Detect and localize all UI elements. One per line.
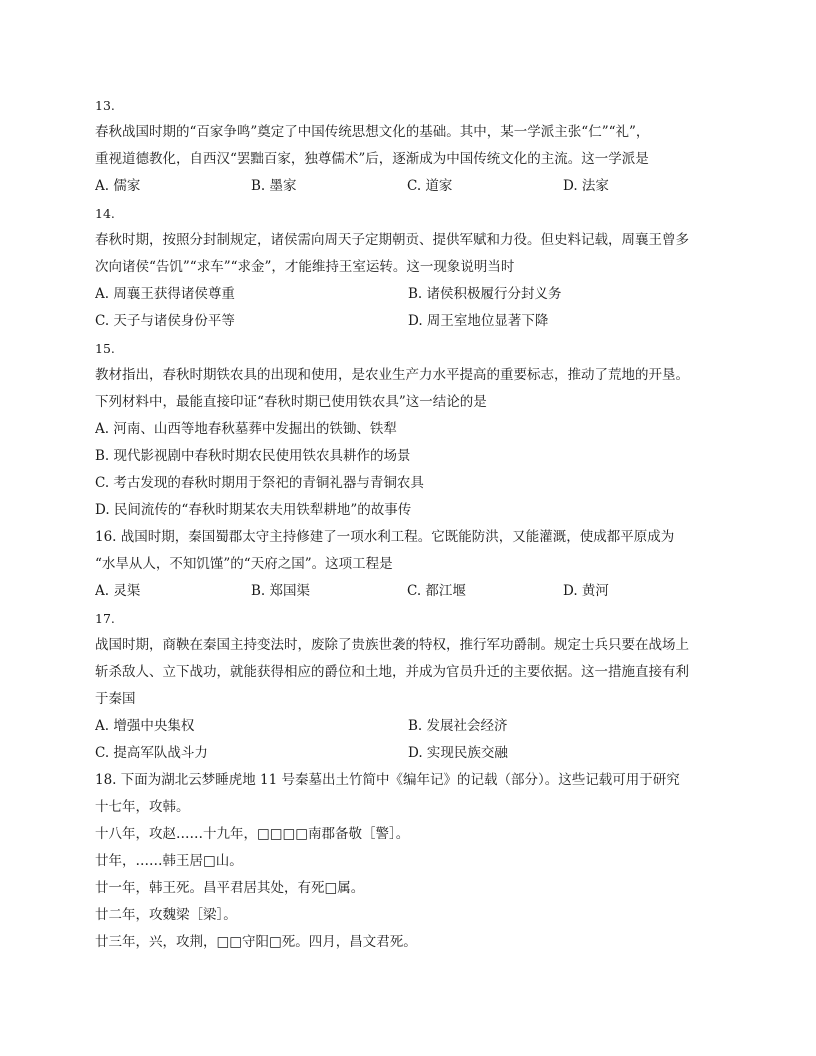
record-line-6: 廿三年，兴，攻荆，□□守阳□死。四月，昌文君死。 — [95, 934, 417, 950]
question-16-stem-line-2: “水旱从人，不知饥馑”的“天府之国”。这项工程是 — [95, 556, 393, 572]
option-d[interactable]: D. 民间流传的“春秋时期某农夫用铁犁耕地”的故事传 — [95, 502, 412, 518]
question-15-stem-line-2: 下列材料中，最能直接印证“春秋时期已使用铁农具”这一结论的是 — [95, 394, 487, 410]
record-line-2: 十八年，攻赵……十九年，□□□□南郡备敬［警］。 — [95, 826, 410, 842]
question-13-number: 13. — [95, 98, 115, 113]
question-17-stem-line-1: 战国时期，商鞅在秦国主持变法时，废除了贵族世袭的特权，推行军功爵制。规定士兵只要在战场上 — [95, 637, 689, 653]
option-a[interactable]: A. 增强中央集权 — [95, 718, 195, 734]
question-14-options-row-1 — [95, 281, 725, 308]
option-a[interactable]: A. 周襄王获得诸侯尊重 — [95, 286, 235, 302]
option-d[interactable]: D. 黄河 — [563, 583, 609, 599]
question-17-stem-line-2: 斩杀敌人、立下战功，就能获得相应的爵位和土地，并成为官员升迁的主要依据。这一措施直接有利 — [95, 664, 689, 680]
record-line-4: 廿一年，韩王死。昌平君居其处，有死□属。 — [95, 880, 365, 896]
question-14-number: 14. — [95, 206, 115, 221]
record-line-3: 廿年，……韩王居□山。 — [95, 853, 243, 869]
question-column — [95, 92, 725, 956]
question-13-options — [95, 173, 725, 200]
question-17-number: 17. — [95, 611, 115, 626]
question-14-stem-line-2: 次向诸侯“告饥”“求车”“求金”，才能维持王室运转。这一现象说明当时 — [95, 259, 515, 275]
option-c[interactable]: C. 考古发现的春秋时期用于祭祀的青铜礼器与青铜农具 — [95, 475, 424, 491]
option-c[interactable]: C. 道家 — [407, 178, 453, 194]
question-18-stem: 18. 下面为湖北云梦睡虎地 11 号秦墓出土竹简中《编年记》的记载（部分）。这些记载可用于研究 — [95, 772, 680, 788]
option-a[interactable]: A. 灵渠 — [95, 583, 141, 599]
option-b[interactable]: B. 现代影视剧中春秋时期农民使用铁农具耕作的场景 — [95, 448, 411, 464]
option-d[interactable]: D. 实现民族交融 — [408, 745, 508, 761]
question-14-options-row-2 — [95, 308, 725, 335]
option-b[interactable]: B. 诸侯积极履行分封义务 — [408, 286, 562, 302]
option-c[interactable]: C. 天子与诸侯身份平等 — [95, 313, 235, 329]
option-d[interactable]: D. 法家 — [563, 178, 609, 194]
question-17-options-row-1 — [95, 713, 725, 740]
question-13-stem-line-1: 春秋战国时期的“百家争鸣”奠定了中国传统思想文化的基础。其中，某一学派主张“仁”“礼”， — [95, 124, 650, 140]
record-line-5: 廿二年，攻魏梁［梁］。 — [95, 907, 237, 923]
option-d[interactable]: D. 周王室地位显著下降 — [408, 313, 549, 329]
question-16-options — [95, 578, 725, 605]
option-a[interactable]: A. 儒家 — [95, 178, 141, 194]
question-15-stem-line-1: 教材指出，春秋时期铁农具的出现和使用，是农业生产力水平提高的重要标志，推动了荒地的开垦。 — [95, 367, 689, 383]
option-a[interactable]: A. 河南、山西等地春秋墓葬中发掘出的铁锄、铁犁 — [95, 421, 397, 437]
option-b[interactable]: B. 发展社会经济 — [408, 718, 508, 734]
question-17-stem-line-3: 于秦国 — [95, 691, 136, 707]
option-c[interactable]: C. 提高军队战斗力 — [95, 745, 208, 761]
question-14-stem-line-1: 春秋时期，按照分封制规定，诸侯需向周天子定期朝贡、提供军赋和力役。但史料记载，周襄王曾多 — [95, 232, 689, 248]
question-17-options-row-2 — [95, 740, 725, 767]
option-b[interactable]: B. 郑国渠 — [251, 583, 311, 599]
question-13-stem-line-2: 重视道德教化，自西汉“罢黜百家，独尊儒术”后，逐渐成为中国传统文化的主流。这一学派是 — [95, 151, 649, 167]
record-line-1: 十七年，攻韩。 — [95, 799, 190, 815]
question-15-number: 15. — [95, 341, 115, 356]
question-16-stem-line-1: 16. 战国时期，秦国蜀郡太守主持修建了一项水利工程。它既能防洪，又能灌溉，使成都平原成为 — [95, 529, 675, 545]
option-b[interactable]: B. 墨家 — [251, 178, 297, 194]
option-c[interactable]: C. 都江堰 — [407, 583, 466, 599]
